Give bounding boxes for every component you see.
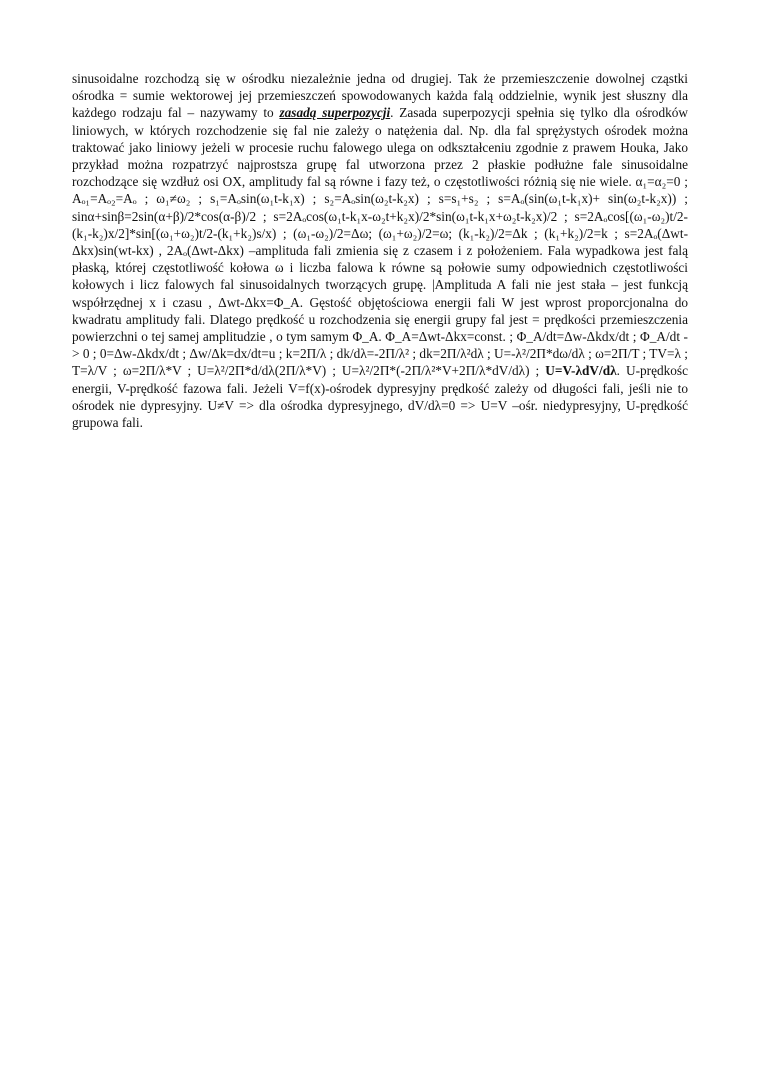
paragraph-text-part1: sinusoidalne rozchodzą się w ośrodku niezależnie jedna od drugiej. Tak że przemieszczenie dowolnej cząstki ośrodka = sumie wektorowej jej przemieszczeń spowodowanych każda falą oddzielnie, wynik jest słuszny dla każdego rodzaju fal – nazywamy to — [72, 71, 688, 121]
paragraph-text-part2: . Zasada superpozycji spełnia się tylko dla ośrodków liniowych, w których rozchodzenie się fal nie zależy o natężenia dal. Np. dla fal sprężystych ośrodek można traktować jako liniowy jeżeli w procesie ruchu falowego ulega on odkształceniu zgodnie z prawem Houka, Jako przykład można rozpatrzyć najprostsza grupę fal utworzona przez 2 płaskie podłużne fale sinusoidalne rozchodzące się wzdłuż osi OX, amplitudy fal są równe i fazy też, o częstotliwości różnią się nie wiele. α₁=α₂=0 ; Aₒ₁=Aₒ₂=Aₒ ; ω₁≠ω₂ ; s₁=Aₒsin(ω₁t-k₁x) ; s₂=Aₒsin(ω₂t-k₂x) ; s=s₁+s₂ ; s=Aₒ(sin(ω₁t-k₁x)+ sin(ω₂t-k₂x)) ; sinα+sinβ=2sin(α+β)/2*cos(α-β)/2 ; s=2Aₒcos(ω₁t-k₁x-ω₂t+k₂x)/2*sin(ω₁t-k₁x+ω₂t-k₂x)/2 ; s=2Aₒcos[(ω₁-ω₂)t/2-(k₁-k₂)x/2]*sin[(ω₁+ω₂)t/2-(k₁+k₂)s/x) ; (ω₁-ω₂)/2=Δω; (ω₁+ω₂)/2=ω; (k₁-k₂)/2=Δk ; (k₁+k₂)/2=k ; s=2Aₒ(Δwt-Δkx)sin(wt-kx) , 2Aₒ(Δwt-Δkx) –amplituda fali zmienia się z czasem i z położeniem. Fala wypadkowa jest falą płaską, której częstotliwość kołowa ω i liczba falowa k równe są połowie sumy odpowiednich częstotliwości kołowych i licz falowych fal sinusoidalnych tworzących grupę. |Amplituda A fali nie jest stała – jest funkcją współrzędnej x i czasu , Δwt-Δkx=Φ_A. Gęstość objętościowa energii fali W jest wprost proporcjonalna do kwadratu amplitudy fali. Dlatego prędkość u rozchodzenia się energii grupy fal jest = prędkości przemieszczenia powierzchni o tej samej amplitudzie , o tym samym Φ_A. Φ_A=Δwt-Δkx=const. ; Φ_A/dt=Δw-Δkdx/dt ; Φ_A/dt -> 0 ; 0=Δw-Δkdx/dt ; Δw/Δk=dx/dt=u ; k=2Π/λ ; dk/dλ=-2Π/λ² ; dk=2Π/λ²dλ ; U=-λ²/2Π*dω/dλ ; ω=2Π/T ; TV=λ ; T=λ/V ; ω=2Π/λ*V ; U=λ²/2Π*d/dλ(2Π/λ*V) ; U=λ²/2Π*(-2Π/λ²*V+2Π/λ*dV/dλ) ; — [72, 105, 688, 379]
body-paragraph — [72, 70, 688, 431]
paragraph-text-part3: . U-prędkośc energii, V-prędkość fazowa fali. Jeżeli V=f(x)-ośrodek dypresyjny prędkość zależy od długości fali, jeśli nie to ośrodek nie dypresyjny. U≠V => dla ośrodka dypresyjnego, dV/dλ=0 => U=V –ośr. niedypresyjny, U-prędkość grupowa fali. — [72, 363, 688, 431]
superposition-term: zasadą superpozycji — [279, 105, 391, 121]
group-velocity-formula: U=V-λdV/dλ — [545, 363, 617, 379]
